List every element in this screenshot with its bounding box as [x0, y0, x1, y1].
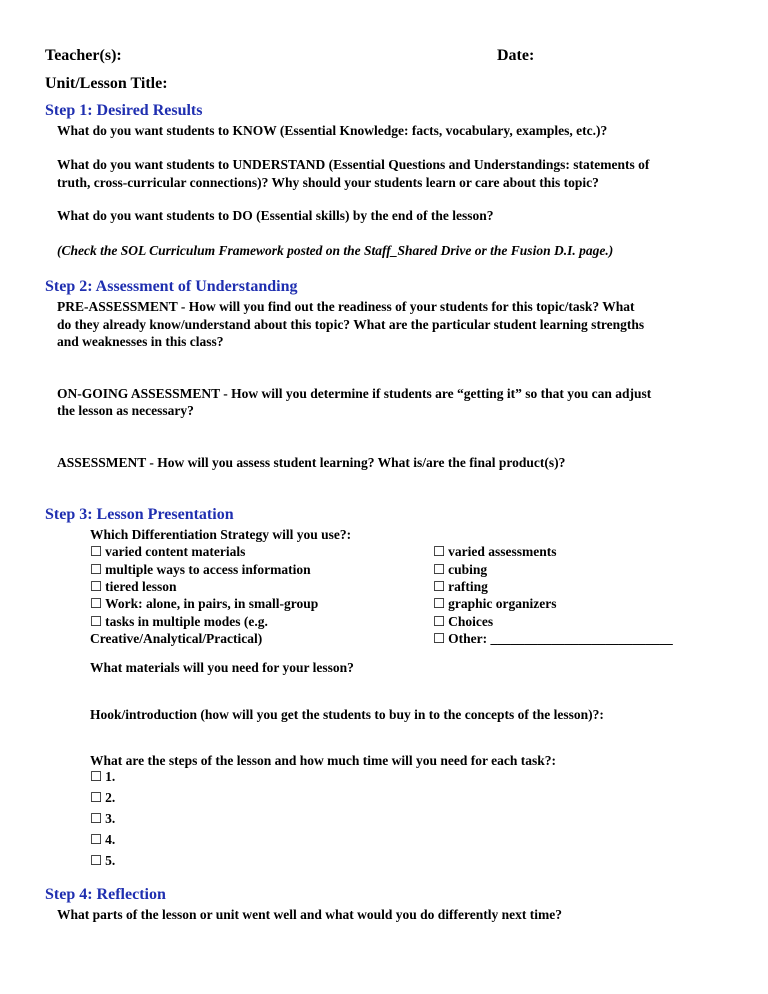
step1-do-question: What do you want students to DO (Essential skills) by the end of the lesson? — [57, 208, 494, 223]
lesson-steps-question: What are the steps of the lesson and how much time will you need for each task?: — [90, 753, 557, 768]
hook-question: Hook/introduction (how will you get the students to buy in to the concepts of the lesson)?: — [90, 707, 604, 722]
step1-know-question: What do you want students to KNOW (Essential Knowledge: facts, vocabulary, examples, etc.)? — [57, 123, 608, 138]
checkbox-icon[interactable]: ☐ — [433, 614, 446, 629]
strategy-option-left[interactable]: ☐ tasks in multiple modes (e.g. — [90, 614, 268, 629]
strategy-question: Which Differentiation Strategy will you use?: — [90, 527, 352, 542]
date-label: Date: — [497, 47, 535, 64]
checkbox-icon[interactable]: ☐ — [90, 832, 103, 847]
strategy-option-left[interactable]: ☐ multiple ways to access information — [90, 562, 311, 577]
checkbox-icon[interactable]: ☐ — [90, 544, 103, 559]
step4-heading: Step 4: Reflection — [45, 886, 166, 903]
step1-sol-note: (Check the SOL Curriculum Framework posted on the Staff_Shared Drive or the Fusion D.I. page.) — [57, 243, 614, 258]
pre-assessment-line1: PRE-ASSESSMENT - How will you find out the readiness of your students for this topic/task? What — [57, 299, 635, 314]
step1-understand-line1: What do you want students to UNDERSTAND (Essential Questions and Understandings: statements of — [57, 157, 650, 172]
strategy-option-left[interactable]: ☐ Work: alone, in pairs, in small-group — [90, 596, 319, 611]
step1-heading: Step 1: Desired Results — [45, 102, 203, 119]
strategy-option-right[interactable]: ☐ varied assessments — [433, 544, 557, 559]
checkbox-icon[interactable]: ☐ — [433, 579, 446, 594]
materials-question: What materials will you need for your lesson? — [90, 660, 354, 675]
checkbox-icon[interactable]: ☐ — [90, 811, 103, 826]
lesson-step-item[interactable]: ☐ 4. — [90, 832, 116, 847]
final-assessment-question: ASSESSMENT - How will you assess student learning? What is/are the final product(s)? — [57, 455, 566, 470]
step3-heading: Step 3: Lesson Presentation — [45, 506, 234, 523]
strategy-option-right[interactable]: ☐ Choices — [433, 614, 494, 629]
unit-lesson-title-label: Unit/Lesson Title: — [45, 75, 168, 92]
pre-assessment-line2: do they already know/understand about this topic? What are the particular student learning strengths — [57, 317, 645, 332]
lesson-step-item[interactable]: ☐ 5. — [90, 853, 116, 868]
step1-understand-line2: truth, cross-curricular connections)? Why should your students learn or care about this topic? — [57, 175, 599, 190]
strategy-option-right[interactable]: ☐ rafting — [433, 579, 488, 594]
checkbox-icon[interactable]: ☐ — [90, 596, 103, 611]
lesson-step-item[interactable]: ☐ 2. — [90, 790, 116, 805]
checkbox-icon[interactable]: ☐ — [433, 596, 446, 611]
ongoing-assessment-line1: ON-GOING ASSESSMENT - How will you determine if students are “getting it” so that you can adjust — [57, 386, 652, 401]
teacher-label: Teacher(s): — [45, 47, 122, 64]
ongoing-assessment-line2: the lesson as necessary? — [57, 403, 194, 418]
checkbox-icon[interactable]: ☐ — [90, 853, 103, 868]
checkbox-icon[interactable]: ☐ — [433, 544, 446, 559]
step2-heading: Step 2: Assessment of Understanding — [45, 278, 298, 295]
pre-assessment-line3: and weaknesses in this class? — [57, 334, 224, 349]
lesson-step-item[interactable]: ☐ 3. — [90, 811, 116, 826]
strategy-option-left[interactable]: ☐ varied content materials — [90, 544, 246, 559]
checkbox-icon[interactable]: ☐ — [90, 790, 103, 805]
strategy-option-left[interactable]: ☐ tiered lesson — [90, 579, 177, 594]
strategy-option-continuation: Creative/Analytical/Practical) — [90, 631, 263, 646]
strategy-option-right[interactable]: ☐ graphic organizers — [433, 596, 557, 611]
checkbox-icon[interactable]: ☐ — [90, 614, 103, 629]
lesson-step-item[interactable]: ☐ 1. — [90, 769, 116, 784]
checkbox-icon[interactable]: ☐ — [90, 579, 103, 594]
checkbox-icon[interactable]: ☐ — [90, 769, 103, 784]
checkbox-icon[interactable]: ☐ — [433, 562, 446, 577]
reflection-question: What parts of the lesson or unit went well and what would you do differently next time? — [57, 907, 563, 922]
strategy-option-other[interactable]: ☐ Other: ___________________________ — [433, 631, 673, 646]
strategy-option-right[interactable]: ☐ cubing — [433, 562, 488, 577]
checkbox-icon[interactable]: ☐ — [433, 631, 446, 646]
checkbox-icon[interactable]: ☐ — [90, 562, 103, 577]
